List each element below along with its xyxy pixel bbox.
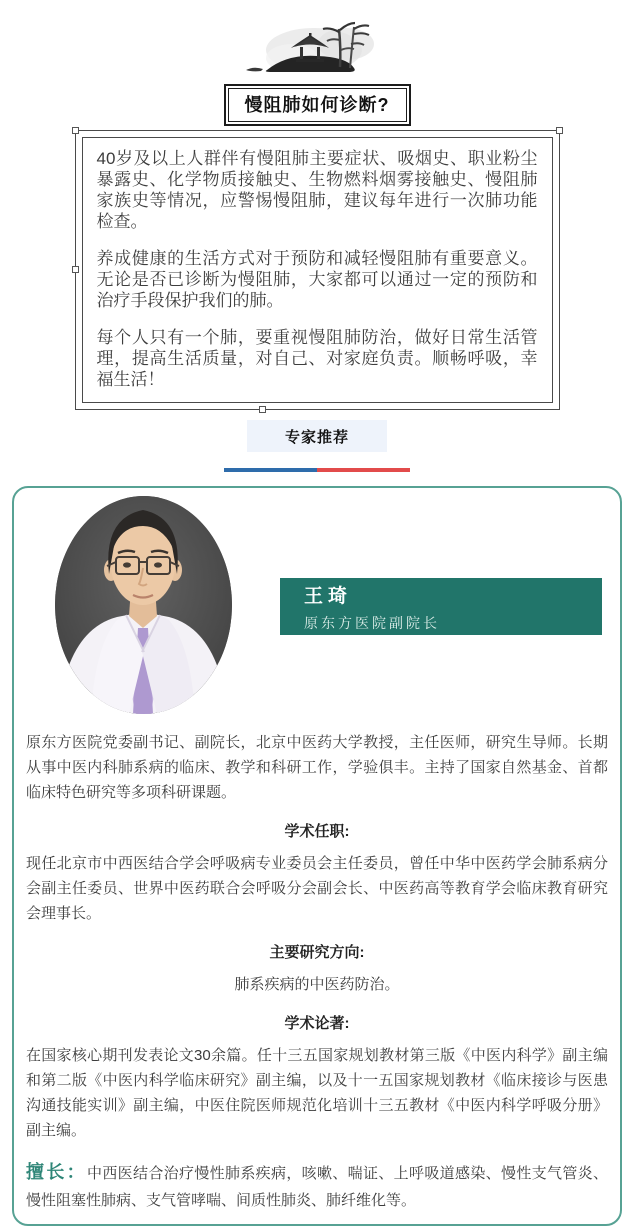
doctor-photo [55,496,232,714]
specialty-text: 中西医结合治疗慢性肺系疾病，咳嗽、喘证、上呼吸道感染、慢性支气管炎、慢性阻塞性肺病、支气管哮喘、间质性肺炎、肺纤维化等。 [26,1165,608,1209]
doctor-portrait-icon [55,496,232,714]
info-paragraph: 养成健康的生活方式对于预防和减轻慢阻肺有重要意义。无论是否已诊断为慢阻肺，大家都可以通过一定的预防和治疗手段保护我们的肺。 [96,249,538,310]
specialty-label: 擅长： [26,1162,87,1182]
specialty-line [26,1159,608,1214]
question-title: 慢阻肺如何诊断? [244,95,390,115]
doctor-title: 原东方医院副院长 [304,614,440,631]
selection-handle-left[interactable] [72,266,79,273]
section-heading-academic-posts: 学术任职: [284,823,350,840]
selection-handle-top-left[interactable] [72,127,79,134]
ink-pavilion-bamboo-icon [242,20,392,78]
selection-handle-bottom[interactable] [259,406,266,413]
ink-painting-logo [242,20,392,78]
selection-handle-top-right[interactable] [556,127,563,134]
two-tone-divider [224,468,410,472]
doctor-bio: 原东方医院党委副书记、副院长，北京中医药大学教授，主任医师，研究生导师。长期从事中医内科肺系病的临床、教学和科研工作，学验俱丰。主持了国家自然基金、首都临床特色研究等多项科研课题。 [26,734,608,801]
expert-card [12,486,622,1226]
section-body-publications: 在国家核心期刊发表论文30余篇。任十三五国家规划教材第三版《中医内科学》副主编和第二版《中医内科学临床研究》副主编，以及十一五国家规划教材《临床接诊与医患沟通技能实训》副主编，中医住院医师规范化培训十三五教材《中医内科学呼吸分册》副主编。 [26,1047,608,1139]
doctor-name-banner [280,578,602,635]
info-paragraph: 40岁及以上人群伴有慢阻肺主要症状、吸烟史、职业粉尘暴露史、化学物质接触史、生物燃料烟雾接触史、慢阻肺家族史等情况，应警惕慢阻肺，建议每年进行一次肺功能检查。 [96,149,538,231]
expert-card-header [26,488,608,730]
expert-recommend-badge[interactable] [247,420,387,452]
section-body-research-direction: 肺系疾病的中医药防治。 [234,976,400,993]
section-body-academic-posts: 现任北京市中西医结合学会呼吸病专业委员会主任委员，曾任中华中医药学会肺系病分会副主任委员、世界中医药联合会呼吸分会副会长、中医药高等教育学会临床教育研究会理事长。 [26,855,608,922]
divider-blue-segment [224,468,317,472]
divider-red-segment [317,468,410,472]
section-heading-publications: 学术论著: [284,1015,350,1032]
question-title-box [224,84,411,126]
expert-recommend-label: 专家推荐 [284,428,349,446]
info-paragraph: 每个人只有一个肺，要重视慢阻肺防治，做好日常生活管理，提高生活质量，对自己、对家庭负责。顺畅呼吸，幸福生活！ [96,328,538,389]
info-text-box[interactable] [75,130,560,410]
section-heading-research-direction: 主要研究方向: [269,944,365,961]
doctor-name: 王琦 [304,585,353,607]
